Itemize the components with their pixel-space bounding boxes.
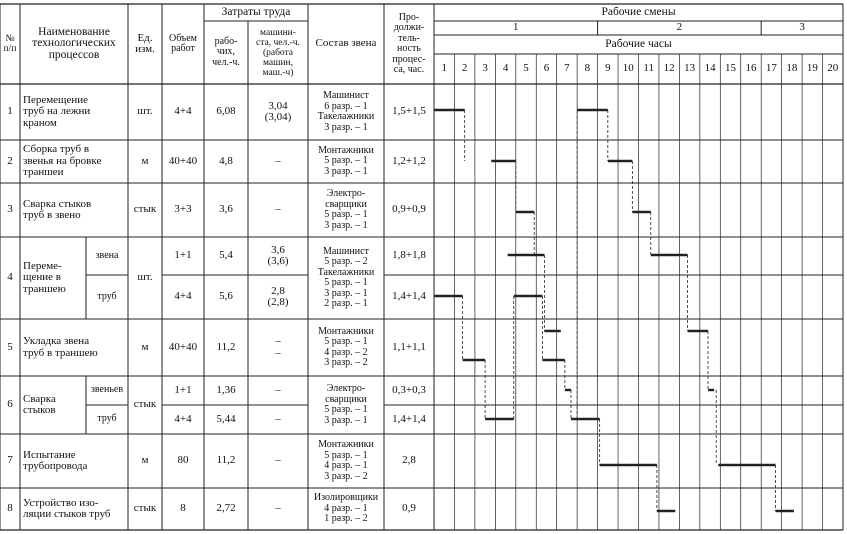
row-1-machines: 3,04 (3,04) <box>264 99 292 123</box>
row-1-duration: 1,5+1,5 <box>392 105 426 118</box>
row-8-crew: Изолировщики 4 разр. – 1 1 разр. – 2 <box>313 492 379 525</box>
row-1-name: Перемещение труб на лежни краном <box>23 93 91 129</box>
row-2-volume: 40+40 <box>168 154 198 167</box>
hour-number-1: 1 <box>441 62 447 75</box>
row-5-workers: 11,2 <box>216 340 236 353</box>
row-4-sub-1-duration: 1,4+1,4 <box>392 290 426 303</box>
row-8-name: Устройство изо- ляции стыков труб <box>23 496 111 520</box>
hour-number-19: 19 <box>806 62 818 75</box>
hour-number-20: 20 <box>827 62 839 75</box>
row-5-machines: – – <box>275 335 281 359</box>
row-6-sub-1-workers: 5,44 <box>216 412 236 425</box>
row-3-workers: 3,6 <box>219 203 233 216</box>
hour-number-18: 18 <box>786 62 798 75</box>
row-2-crew: Монтажники 5 разр. – 1 3 разр. – 1 <box>318 144 374 177</box>
header-labor-costs: Затраты труда <box>221 5 291 18</box>
row-4-sub-0-volume: 1+1 <box>174 249 192 262</box>
row-2-workers: 4,8 <box>219 154 233 167</box>
row-1-workers: 6,08 <box>216 105 236 118</box>
hour-number-12: 12 <box>663 62 675 75</box>
row-1-unit: шт. <box>137 105 153 118</box>
row-8-workers: 2,72 <box>216 502 236 515</box>
row-2-name: Сборка труб в звенья на бровке траншеи <box>23 143 102 179</box>
row-6-sub-0-label: звеньев <box>90 384 124 396</box>
row-7-workers: 11,2 <box>216 454 236 467</box>
row-5-name: Укладка звена труб в траншею <box>23 335 98 359</box>
row-2-duration: 1,2+1,2 <box>392 154 426 167</box>
hour-number-2: 2 <box>461 62 468 75</box>
row-6-sub-1-duration: 1,4+1,4 <box>392 412 426 425</box>
hour-number-5: 5 <box>523 62 529 75</box>
row-7-name: Испытание трубопровода <box>23 448 88 472</box>
row-6-crew: Электро- сварщики 5 разр. – 1 3 разр. – 1 <box>324 383 368 426</box>
row-4-sub-1-workers: 5,6 <box>219 290 233 303</box>
row-6-sub-0-volume: 1+1 <box>174 383 192 396</box>
row-8-volume: 8 <box>180 502 186 515</box>
header-duration: Про- должи- тель- ность процес- са, час. <box>392 11 426 75</box>
row-1-volume: 4+4 <box>174 105 192 118</box>
row-6-name: Сварка стыков <box>23 392 56 416</box>
row-3-volume: 3+3 <box>174 203 192 216</box>
row-4-number: 4 <box>7 271 13 284</box>
hour-number-11: 11 <box>643 62 655 75</box>
row-8-unit: стык <box>133 502 157 515</box>
row-6-sub-1-machines: – <box>275 412 281 425</box>
row-4-unit: шт. <box>137 271 153 284</box>
row-7-machines: – <box>275 454 281 467</box>
row-4-sub-0-machines: 3,6 (3,6) <box>267 243 289 267</box>
row-3-crew: Электро- сварщики 5 разр. – 1 3 разр. – 1 <box>324 188 368 231</box>
shift-number-1: 1 <box>513 21 519 34</box>
row-3-name: Сварка стыков труб в звено <box>23 197 92 221</box>
header-num: № п/п <box>3 34 17 54</box>
row-5-crew: Монтажники 5 разр. – 1 4 разр. – 2 3 разр. – 2 <box>318 325 374 368</box>
row-5-number: 5 <box>7 340 13 353</box>
row-3-unit: стык <box>133 203 157 216</box>
shift-number-3: 3 <box>799 21 805 34</box>
header-unit: Ед. изм. <box>135 31 155 55</box>
row-8-duration: 0,9 <box>402 502 416 515</box>
header-crew: Состав звена <box>315 37 377 50</box>
hour-number-8: 8 <box>584 62 591 75</box>
header-shifts: Рабочие смены <box>601 5 676 18</box>
header-workers: рабо- чих, чел.-ч. <box>212 35 240 68</box>
header-machines: машини- ста, чел.-ч. (работа машин, маш.-ч) <box>256 27 300 78</box>
row-4-crew: Машинист 5 разр. – 2 Такелажники 5 разр. – 1 3 разр. – 1 2 разр. – 1 <box>317 245 375 309</box>
row-6-sub-0-machines: – <box>275 383 281 396</box>
row-4-sub-0-label: звена <box>95 249 119 261</box>
row-6-number: 6 <box>7 398 13 411</box>
hour-number-3: 3 <box>482 62 488 75</box>
hour-number-15: 15 <box>725 62 737 75</box>
row-4-sub-0-duration: 1,8+1,8 <box>392 249 426 262</box>
row-2-machines: – <box>275 154 281 167</box>
row-4-name: Переме- щение в траншею <box>23 259 66 295</box>
row-2-unit: м <box>141 154 149 167</box>
row-5-unit: м <box>141 340 149 353</box>
hour-number-17: 17 <box>765 62 777 75</box>
row-7-number: 7 <box>7 454 13 467</box>
row-4-sub-1-volume: 4+4 <box>174 290 192 303</box>
row-1-crew: Машинист 6 разр. – 1 Такелажники 3 разр. – 1 <box>317 90 375 133</box>
row-6-sub-0-duration: 0,3+0,3 <box>392 383 426 396</box>
header-hours: Рабочие часы <box>605 37 672 50</box>
row-3-machines: – <box>275 203 281 216</box>
row-6-sub-1-label: труб <box>97 413 117 425</box>
row-5-duration: 1,1+1,1 <box>392 340 426 353</box>
row-7-duration: 2,8 <box>402 454 416 467</box>
row-2-number: 2 <box>7 154 13 167</box>
row-3-duration: 0,9+0,9 <box>392 203 426 216</box>
row-7-unit: м <box>141 454 149 467</box>
row-4-sub-0-workers: 5,4 <box>219 249 233 262</box>
row-6-sub-0-workers: 1,36 <box>216 383 236 396</box>
hour-number-14: 14 <box>704 62 716 75</box>
shift-number-2: 2 <box>676 21 683 34</box>
hour-number-4: 4 <box>502 62 509 75</box>
row-4-sub-1-machines: 2,8 (2,8) <box>267 284 289 308</box>
header-process-name: Наименование технологических процессов <box>32 25 116 61</box>
hour-number-16: 16 <box>745 62 757 75</box>
header-volume: Объем работ <box>169 32 197 54</box>
row-7-crew: Монтажники 5 разр. – 1 4 разр. – 1 3 разр. – 2 <box>318 439 374 482</box>
row-5-volume: 40+40 <box>168 340 198 353</box>
hour-number-13: 13 <box>684 62 696 75</box>
hour-number-7: 7 <box>564 62 570 75</box>
hour-number-6: 6 <box>543 62 550 75</box>
row-3-number: 3 <box>7 203 13 216</box>
row-8-number: 8 <box>7 502 13 515</box>
hour-number-9: 9 <box>605 62 611 75</box>
row-7-volume: 80 <box>177 454 189 467</box>
row-1-number: 1 <box>7 105 13 118</box>
row-8-machines: – <box>275 502 281 515</box>
row-6-unit: стык <box>133 398 157 411</box>
row-6-sub-1-volume: 4+4 <box>174 412 192 425</box>
row-4-sub-1-label: труб <box>97 290 117 302</box>
hour-number-10: 10 <box>622 62 634 75</box>
